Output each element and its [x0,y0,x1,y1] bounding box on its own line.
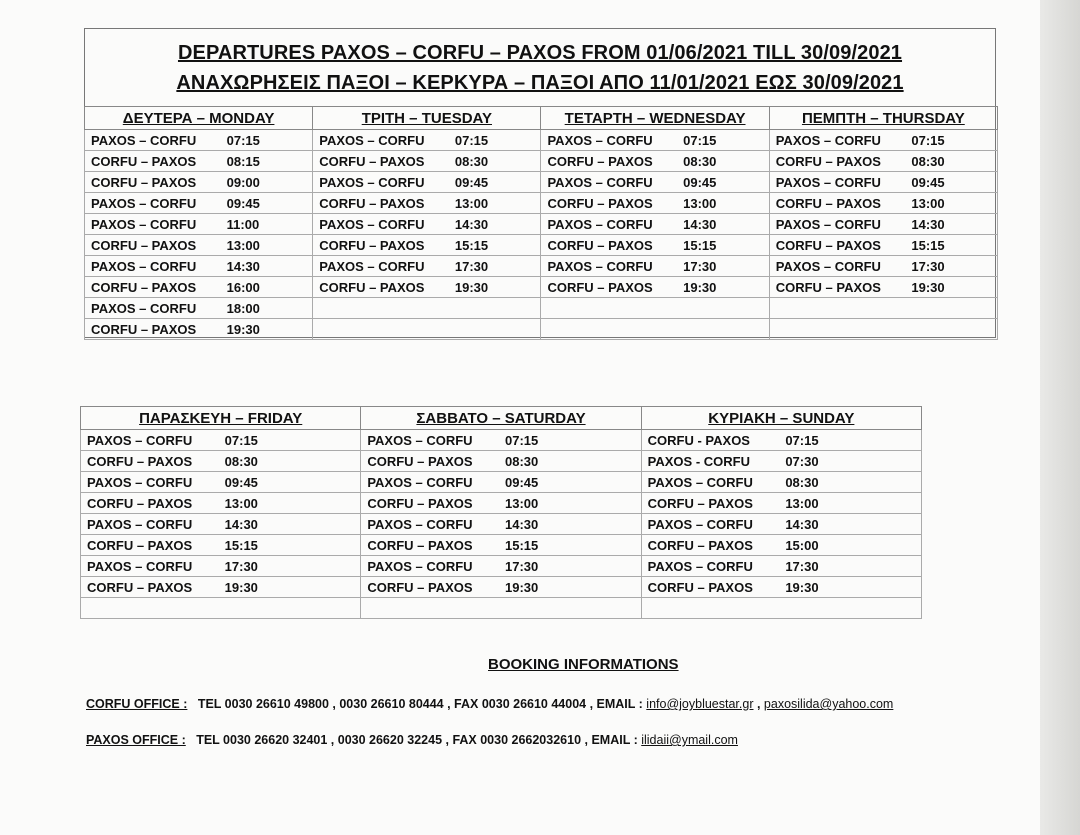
schedule-row [85,319,998,340]
day-header: ΠΕΜΠΤΗ – THURSDAY [769,107,997,130]
time-cell: 09:45 [499,472,641,493]
time-cell: 09:45 [221,193,313,214]
route-cell: PAXOS – CORFU [313,256,449,277]
time-cell: 15:15 [219,535,361,556]
corfu-office-info [86,697,893,711]
time-cell: 15:15 [677,235,769,256]
route-cell: PAXOS – CORFU [769,256,905,277]
schedule-row [85,235,998,256]
route-cell: PAXOS – CORFU [85,193,221,214]
route-cell: CORFU – PAXOS [313,151,449,172]
route-cell: CORFU – PAXOS [85,172,221,193]
title-greek: ΑΝΑΧΩΡΗΣΕΙΣ ΠΑΞΟΙ – ΚΕΡΚΥΡΑ – ΠΑΞΟΙ ΑΠΟ 11/01/2021 ΕΩΣ 30/09/2021 [176,72,904,94]
route-cell: PAXOS – CORFU [641,472,779,493]
time-cell: 17:30 [779,556,921,577]
route-cell: CORFU - PAXOS [641,430,779,451]
time-cell: 09:45 [219,472,361,493]
route-cell: CORFU – PAXOS [541,235,677,256]
route-cell: CORFU – PAXOS [541,151,677,172]
weekend-schedule-table [80,406,922,619]
route-cell: PAXOS – CORFU [541,130,677,151]
route-cell: PAXOS – CORFU [641,556,779,577]
time-cell: 08:15 [221,151,313,172]
time-cell: 07:15 [221,130,313,151]
route-cell: PAXOS – CORFU [85,130,221,151]
page-edge-shadow [1040,0,1080,835]
time-cell: 19:30 [449,277,541,298]
time-cell: 16:00 [221,277,313,298]
route-cell: PAXOS – CORFU [85,214,221,235]
time-cell: 13:00 [221,235,313,256]
route-cell: PAXOS – CORFU [81,472,219,493]
time-cell: 07:15 [905,130,997,151]
route-cell: PAXOS – CORFU [81,514,219,535]
time-cell: 13:00 [219,493,361,514]
time-cell: 14:30 [499,514,641,535]
route-cell: PAXOS – CORFU [769,130,905,151]
schedule-row [81,514,922,535]
time-cell: 14:30 [905,214,997,235]
time-cell: 14:30 [779,514,921,535]
corfu-office-label: CORFU OFFICE : [86,697,188,711]
time-cell: 07:30 [779,451,921,472]
route-cell: CORFU – PAXOS [313,193,449,214]
time-cell [677,319,769,340]
route-cell: PAXOS – CORFU [313,214,449,235]
route-cell: PAXOS – CORFU [361,556,499,577]
day-header: ΠΑΡΑΣΚΕΥΗ – FRIDAY [81,407,361,430]
route-cell [313,298,449,319]
time-cell: 14:30 [677,214,769,235]
corfu-office-details: TEL 0030 26610 49800 , 0030 26610 80444 , FAX 0030 26610 44004 , EMAIL : [197,697,647,711]
time-cell: 09:45 [905,172,997,193]
route-cell: PAXOS – CORFU [541,256,677,277]
route-cell: CORFU – PAXOS [361,577,499,598]
schedule-row [81,556,922,577]
time-cell: 08:30 [449,151,541,172]
route-cell: CORFU – PAXOS [81,577,219,598]
route-cell: CORFU – PAXOS [313,277,449,298]
time-cell [905,298,997,319]
title-english: DEPARTURES PAXOS – CORFU – PAXOS FROM 01/06/2021 TILL 30/09/2021 [177,42,903,64]
route-cell: PAXOS – CORFU [361,514,499,535]
time-cell: 13:00 [677,193,769,214]
time-cell: 19:30 [779,577,921,598]
time-cell [449,298,541,319]
time-cell [677,298,769,319]
time-cell: 15:15 [905,235,997,256]
route-cell: CORFU – PAXOS [85,235,221,256]
time-cell: 19:30 [499,577,641,598]
route-cell: PAXOS – CORFU [313,172,449,193]
route-cell: CORFU – PAXOS [541,277,677,298]
route-cell: CORFU – PAXOS [769,277,905,298]
route-cell: CORFU – PAXOS [361,451,499,472]
schedule-row [85,298,998,319]
time-cell: 13:00 [499,493,641,514]
route-cell [361,598,499,619]
route-cell: CORFU – PAXOS [769,151,905,172]
time-cell [905,319,997,340]
day-header: ΤΕΤΑΡΤΗ – WEDNESDAY [541,107,769,130]
route-cell: CORFU – PAXOS [541,193,677,214]
route-cell: PAXOS – CORFU [769,214,905,235]
time-cell: 17:30 [499,556,641,577]
route-cell: PAXOS – CORFU [313,130,449,151]
time-cell: 19:30 [905,277,997,298]
schedule-row [85,214,998,235]
paxos-office-info [86,733,738,747]
time-cell: 08:30 [499,451,641,472]
time-cell: 09:45 [677,172,769,193]
route-cell: CORFU – PAXOS [81,451,219,472]
route-cell: PAXOS – CORFU [641,514,779,535]
time-cell: 18:00 [221,298,313,319]
time-cell: 17:30 [677,256,769,277]
time-cell: 17:30 [905,256,997,277]
route-cell: CORFU – PAXOS [85,277,221,298]
time-cell: 09:45 [449,172,541,193]
route-cell: PAXOS – CORFU [81,556,219,577]
booking-title: BOOKING INFORMATIONS [488,656,679,673]
route-cell: PAXOS – CORFU [361,430,499,451]
route-cell: CORFU – PAXOS [641,535,779,556]
time-cell: 19:30 [221,319,313,340]
time-cell: 07:15 [449,130,541,151]
route-cell: CORFU – PAXOS [641,493,779,514]
schedule-row [81,472,922,493]
route-cell [541,298,677,319]
time-cell: 09:00 [221,172,313,193]
route-cell: PAXOS – CORFU [541,172,677,193]
time-cell: 14:30 [449,214,541,235]
day-header: ΚΥΡΙΑΚΗ – SUNDAY [641,407,921,430]
schedule-row [85,193,998,214]
route-cell: CORFU – PAXOS [641,577,779,598]
email-separator: , [753,697,764,711]
route-cell [541,319,677,340]
route-cell [81,598,219,619]
route-cell: CORFU – PAXOS [85,319,221,340]
corfu-email-link-1[interactable]: info@joybluestar.gr [646,697,754,711]
schedule-row [85,151,998,172]
route-cell: PAXOS – CORFU [85,256,221,277]
route-cell [769,319,905,340]
route-cell: CORFU – PAXOS [313,235,449,256]
time-cell [499,598,641,619]
time-cell: 08:30 [905,151,997,172]
route-cell: PAXOS – CORFU [769,172,905,193]
schedule-row [81,493,922,514]
route-cell: PAXOS – CORFU [361,472,499,493]
time-cell [449,319,541,340]
route-cell [641,598,779,619]
time-cell: 15:15 [449,235,541,256]
time-cell: 19:30 [219,577,361,598]
time-cell: 13:00 [779,493,921,514]
time-cell [219,598,361,619]
time-cell: 15:15 [499,535,641,556]
day-header: ΤΡΙΤΗ – TUESDAY [313,107,541,130]
route-cell: CORFU – PAXOS [81,493,219,514]
schedule-row [81,451,922,472]
route-cell [313,319,449,340]
schedule-row [81,598,922,619]
time-cell [779,598,921,619]
time-cell: 14:30 [219,514,361,535]
route-cell: CORFU – PAXOS [361,493,499,514]
paxos-office-label: PAXOS OFFICE : [86,733,186,747]
route-cell: CORFU – PAXOS [85,151,221,172]
route-cell [769,298,905,319]
schedule-row [81,430,922,451]
route-cell: PAXOS – CORFU [85,298,221,319]
route-cell: CORFU – PAXOS [361,535,499,556]
schedule-row [85,172,998,193]
paxos-email-link[interactable]: ilidaii@ymail.com [641,733,738,747]
time-cell: 19:30 [677,277,769,298]
time-cell: 08:30 [677,151,769,172]
time-cell: 14:30 [221,256,313,277]
time-cell: 07:15 [779,430,921,451]
day-header: ΔΕΥΤΕΡΑ – MONDAY [85,107,313,130]
corfu-email-link-2[interactable]: paxosilida@yahoo.com [763,697,894,711]
schedule-row [81,577,922,598]
paxos-office-details: TEL 0030 26620 32401 , 0030 26620 32245 , FAX 0030 2662032610 , EMAIL : [196,733,642,747]
schedule-row [85,256,998,277]
route-cell: CORFU – PAXOS [81,535,219,556]
time-cell: 17:30 [449,256,541,277]
time-cell: 17:30 [219,556,361,577]
weekday-schedule-table [84,106,998,340]
schedule-row [85,130,998,151]
time-cell: 13:00 [905,193,997,214]
route-cell: PAXOS – CORFU [81,430,219,451]
time-cell: 15:00 [779,535,921,556]
time-cell: 13:00 [449,193,541,214]
schedule-row [81,535,922,556]
route-cell: CORFU – PAXOS [769,193,905,214]
time-cell: 08:30 [779,472,921,493]
route-cell: PAXOS - CORFU [641,451,779,472]
time-cell: 11:00 [221,214,313,235]
time-cell: 07:15 [677,130,769,151]
route-cell: CORFU – PAXOS [769,235,905,256]
day-header: ΣΑΒΒΑΤΟ – SATURDAY [361,407,641,430]
time-cell: 07:15 [499,430,641,451]
time-cell: 08:30 [219,451,361,472]
route-cell: PAXOS – CORFU [541,214,677,235]
schedule-row [85,277,998,298]
time-cell: 07:15 [219,430,361,451]
